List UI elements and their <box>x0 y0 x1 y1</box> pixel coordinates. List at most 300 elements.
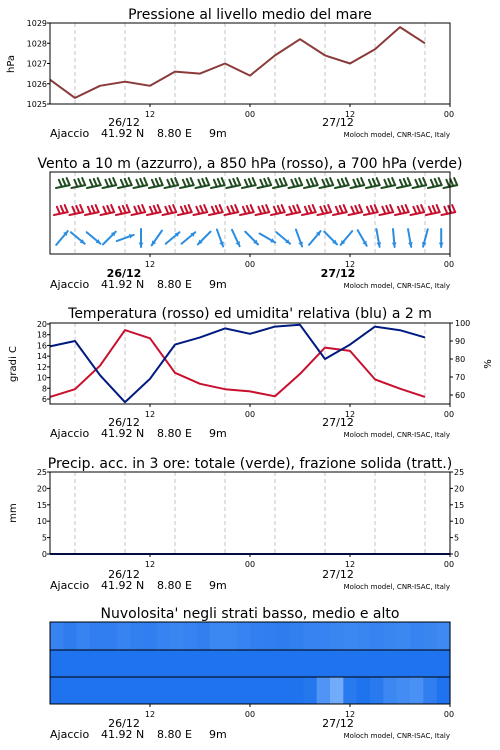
humidity-y-ticks <box>450 319 470 400</box>
barb-flag <box>262 206 265 213</box>
barb-flag <box>138 206 141 213</box>
x-tick-label: 00 <box>244 260 256 269</box>
wind-850-barb <box>240 205 254 215</box>
cloud-cell <box>223 650 237 677</box>
y-tick-label: 15 <box>36 500 47 510</box>
barb-flag <box>212 207 215 214</box>
wind-700-barb <box>118 178 132 188</box>
cloud-cell <box>117 677 131 704</box>
station-lon: 8.80 E <box>157 127 192 140</box>
barb-flag <box>235 205 238 212</box>
cloud-cell <box>237 650 251 677</box>
y-tick-label: 25 <box>36 468 47 477</box>
barb-flag <box>392 178 395 185</box>
barb-flag <box>367 207 370 214</box>
pressure-y-ticks <box>27 19 50 109</box>
cloud-cell <box>250 677 264 704</box>
temperature-panel <box>8 306 494 440</box>
wind-10m-arrow <box>324 232 337 245</box>
model-credit: Moloch model, CNR-ISAC, Italy <box>343 732 450 740</box>
barb-flag <box>282 205 285 212</box>
barb-flag <box>134 207 137 214</box>
cloud-cell <box>263 650 277 677</box>
barb-flag <box>140 179 143 186</box>
barb-flag <box>158 205 161 212</box>
wind-10m-arrow <box>139 229 144 247</box>
barb-flag <box>402 206 405 213</box>
barb-flag <box>187 179 190 186</box>
y-tick-label: 10 <box>454 517 465 527</box>
cloud-cell <box>143 622 157 650</box>
barb-flag <box>160 178 163 185</box>
cloud-cell <box>77 650 91 677</box>
station-elev: 9m <box>209 579 227 592</box>
date-label-2: 27/12 <box>322 116 354 129</box>
station-elev: 9m <box>209 427 227 440</box>
barb-flag <box>63 179 66 186</box>
barb-flag <box>103 207 106 214</box>
wind-850-barb <box>85 205 99 215</box>
date-label-2: 27/12 <box>320 267 356 280</box>
cloud-title: Nuvolosita' negli strati basso, medio e alto <box>100 606 400 622</box>
pressure-x-ticks <box>145 104 454 119</box>
date-label-1: 26/12 <box>108 568 140 581</box>
cloud-cell <box>303 677 317 704</box>
temperature-line <box>50 330 425 397</box>
precip-footer <box>50 568 450 592</box>
barb-flag <box>295 179 298 186</box>
barb-flag <box>171 179 174 186</box>
cloud-cell <box>237 622 251 650</box>
barb-flag <box>154 206 157 213</box>
barb-flag <box>175 178 178 185</box>
station-name: Ajaccio <box>50 427 90 440</box>
barb-flag <box>437 205 440 212</box>
y-tick-label: 15 <box>454 500 465 510</box>
barb-flag <box>400 180 403 187</box>
cloud-cell <box>63 650 77 677</box>
precip-grid <box>75 472 425 554</box>
cloud-cell <box>357 650 371 677</box>
cloud-cell <box>90 650 104 677</box>
y-tick-label: 5 <box>41 533 47 543</box>
station-elev: 9m <box>209 278 227 291</box>
barb-flag <box>167 180 170 187</box>
y-tick-label: 18 <box>36 330 47 340</box>
wind-850-barb <box>163 205 177 215</box>
barb-flag <box>336 207 339 214</box>
wind-700-barbs <box>56 178 457 188</box>
cloud-cell <box>143 677 157 704</box>
barb-flag <box>76 206 79 213</box>
barb-flag <box>196 207 199 214</box>
wind-x-ticks <box>145 254 454 269</box>
wind-10m-arrow <box>296 230 303 247</box>
wind-700-barb <box>196 178 210 188</box>
wind-850-barb <box>333 205 347 215</box>
cloud-cell <box>223 622 237 650</box>
y-tick-label: 20 <box>36 320 47 329</box>
barb-flag <box>344 205 347 212</box>
wind-850-barb <box>101 205 115 215</box>
station-name: Ajaccio <box>50 127 90 140</box>
cloud-cell <box>277 677 291 704</box>
barb-flag <box>129 178 132 185</box>
y-tick-label: 0 <box>41 550 47 559</box>
cloud-cell <box>77 677 91 704</box>
wind-700-barb <box>382 178 396 188</box>
cloud-cell <box>383 622 397 650</box>
barb-flag <box>202 179 205 186</box>
wind-700-barb <box>351 178 365 188</box>
barb-flag <box>357 179 360 186</box>
wind-700-barb <box>289 178 303 188</box>
cloud-cell <box>303 650 317 677</box>
x-tick-label: 12 <box>344 260 356 269</box>
barb-flag <box>278 206 281 213</box>
cloud-cell <box>303 622 317 650</box>
x-tick-label: 12 <box>344 710 356 719</box>
barb-flag <box>276 180 279 187</box>
cloud-cell <box>383 677 397 704</box>
cloud-cell <box>423 650 437 677</box>
station-lon: 8.80 E <box>157 579 192 592</box>
y-tick-label: 5 <box>454 533 460 543</box>
precip-x-ticks <box>145 554 454 569</box>
wind-700-barb <box>258 178 272 188</box>
barb-flag <box>260 180 263 187</box>
barb-flag <box>65 205 68 212</box>
cloud-cell <box>290 650 304 677</box>
barb-flag <box>233 179 236 186</box>
barb-flag <box>227 207 230 214</box>
wind-700-barb <box>56 178 70 188</box>
wind-850-barb <box>271 205 285 215</box>
cloud-cell <box>237 677 251 704</box>
cloud-cell <box>410 650 424 677</box>
cloud-cell <box>437 622 451 650</box>
barb-flag <box>390 205 393 212</box>
barb-flag <box>125 179 128 186</box>
barb-flag <box>220 205 223 212</box>
barb-flag <box>74 180 77 187</box>
y-tick-label: 25 <box>454 468 465 477</box>
cloud-cell <box>330 677 344 704</box>
wind-10m-arrow <box>358 230 367 246</box>
date-label-2: 27/12 <box>322 568 354 581</box>
barb-flag <box>330 178 333 185</box>
barb-flag <box>274 207 277 214</box>
barb-flag <box>328 205 331 212</box>
y-tick-label: 1025 <box>26 100 47 109</box>
barb-flag <box>264 179 267 186</box>
cloud-cell <box>210 650 224 677</box>
cloud-cell <box>317 677 331 704</box>
barb-flag <box>435 179 438 186</box>
barb-flag <box>361 178 364 185</box>
station-lat: 41.92 N <box>101 127 145 140</box>
barb-flag <box>280 179 283 186</box>
barb-flag <box>375 205 378 212</box>
barb-flag <box>249 179 252 186</box>
barb-flag <box>293 206 296 213</box>
cloud-x-ticks <box>145 704 454 719</box>
barb-flag <box>150 207 153 214</box>
barb-flag <box>189 205 192 212</box>
barb-flag <box>156 179 159 186</box>
wind-10m-arrows <box>56 229 443 247</box>
barb-flag <box>144 178 147 185</box>
cloud-cell <box>50 650 64 677</box>
barb-flag <box>181 207 184 214</box>
barb-flag <box>342 179 345 186</box>
cloud-cell <box>370 677 384 704</box>
barb-flag <box>229 180 232 187</box>
barb-flag <box>371 206 374 213</box>
arrow-head <box>139 243 144 247</box>
model-credit: Moloch model, CNR-ISAC, Italy <box>343 431 450 439</box>
barb-flag <box>92 206 95 213</box>
cloud-cell <box>290 677 304 704</box>
wind-panel <box>37 156 462 291</box>
y-tick-label: 1026 <box>26 79 47 89</box>
model-credit: Moloch model, CNR-ISAC, Italy <box>343 583 450 591</box>
cloud-cell <box>130 622 144 650</box>
wind-10m-arrow <box>56 231 68 245</box>
wind-850-barb <box>349 205 363 215</box>
barb-flag <box>324 206 327 213</box>
wind-700-barb <box>180 178 194 188</box>
cloud-cell <box>103 677 117 704</box>
cloud-cell <box>170 677 184 704</box>
wind-700-barb <box>227 178 241 188</box>
barb-flag <box>191 178 194 185</box>
cloud-cell <box>383 650 397 677</box>
barb-flag <box>136 180 139 187</box>
x-tick-label: 12 <box>344 560 356 569</box>
wind-10m-arrow <box>276 232 290 244</box>
cloud-cell <box>130 650 144 677</box>
wind-10m-arrow <box>439 229 444 247</box>
barb-flag <box>388 179 391 186</box>
wind-10m-arrow <box>245 232 258 245</box>
barb-flag <box>439 178 442 185</box>
wind-700-barb <box>242 178 256 188</box>
wind-850-barbs <box>54 205 455 215</box>
y-tick-label: 1028 <box>26 39 47 49</box>
barb-flag <box>119 207 122 214</box>
barb-flag <box>206 178 209 185</box>
y-tick-label: 16 <box>36 341 47 351</box>
station-lat: 41.92 N <box>101 579 145 592</box>
date-label-1: 26/12 <box>108 116 140 129</box>
barb-flag <box>169 206 172 213</box>
wind-10m-arrow <box>166 232 180 244</box>
cloud-cell <box>397 650 411 677</box>
station-name: Ajaccio <box>50 728 90 741</box>
barb-flag <box>200 206 203 213</box>
cloud-cell <box>210 677 224 704</box>
cloud-cell <box>370 622 384 650</box>
barb-flag <box>386 206 389 213</box>
wind-10m-arrow <box>152 231 162 246</box>
barb-flag <box>355 206 358 213</box>
y-tick-label: 14 <box>36 352 47 362</box>
cloud-cell <box>170 650 184 677</box>
cloud-cell <box>343 622 357 650</box>
wind-700-barb <box>366 178 380 188</box>
wind-10m-arrow <box>217 230 224 247</box>
barb-flag <box>305 207 308 214</box>
x-tick-label: 12 <box>344 110 356 119</box>
wind-10m-arrow <box>376 229 381 247</box>
barb-flag <box>173 205 176 212</box>
cloud-cell <box>423 677 437 704</box>
cloud-heatmap <box>50 622 451 704</box>
pressure-ylabel: hPa <box>6 54 17 74</box>
y-tick-label: 90 <box>455 337 466 346</box>
x-tick-label: 12 <box>144 260 156 269</box>
pressure-title: Pressione al livello medio del mare <box>128 7 372 23</box>
model-credit: Moloch model, CNR-ISAC, Italy <box>343 282 450 290</box>
barb-flag <box>311 179 314 186</box>
x-tick-label: 12 <box>144 710 156 719</box>
cloud-cell <box>250 622 264 650</box>
barb-flag <box>417 206 420 213</box>
pressure-grid <box>75 23 425 104</box>
cloud-cell <box>183 650 197 677</box>
y-tick-label: 1029 <box>26 19 47 28</box>
wind-10m-arrow <box>87 232 101 244</box>
cloud-cell <box>90 622 104 650</box>
cloud-cell <box>330 650 344 677</box>
pressure-panel <box>6 7 454 140</box>
cloud-cell <box>50 677 64 704</box>
y-tick-label: 10 <box>36 517 47 527</box>
barb-flag <box>406 205 409 212</box>
barb-flag <box>423 178 426 185</box>
barb-flag <box>198 180 201 187</box>
wind-850-barb <box>318 205 332 215</box>
cloud-cell <box>370 650 384 677</box>
cloud-cell <box>117 622 131 650</box>
barb-flag <box>258 207 261 214</box>
wind-footer <box>50 267 450 291</box>
barb-flag <box>96 205 99 212</box>
temperature-footer <box>50 416 450 440</box>
y-tick-label: 20 <box>36 484 47 494</box>
barb-flag <box>444 207 447 214</box>
cloud-cell <box>410 622 424 650</box>
x-tick-label: 00 <box>443 110 455 119</box>
barb-flag <box>351 207 354 214</box>
y-tick-label: 60 <box>455 391 466 400</box>
date-label-1: 26/12 <box>108 717 140 730</box>
barb-flag <box>204 205 207 212</box>
barb-flag <box>237 178 240 185</box>
cloud-cell <box>423 622 437 650</box>
date-label-2: 27/12 <box>322 717 354 730</box>
cloud-cell <box>437 650 451 677</box>
x-tick-label: 12 <box>144 110 156 119</box>
cloud-cell <box>197 650 211 677</box>
cloud-cell <box>317 622 331 650</box>
station-name: Ajaccio <box>50 278 90 291</box>
pressure-footer <box>50 116 450 140</box>
cloud-footer <box>50 717 450 741</box>
wind-700-barb <box>134 178 148 188</box>
cloud-cell <box>90 677 104 704</box>
cloud-cell <box>183 622 197 650</box>
x-tick-label: 00 <box>443 260 455 269</box>
station-elev: 9m <box>209 127 227 140</box>
wind-850-barb <box>411 205 425 215</box>
cloud-cell <box>63 677 77 704</box>
wind-850-barb <box>70 205 84 215</box>
barb-flag <box>359 205 362 212</box>
barb-flag <box>297 205 300 212</box>
barb-flag <box>90 180 93 187</box>
wind-10m-arrow <box>182 232 196 244</box>
barb-flag <box>67 178 70 185</box>
cloud-cell <box>263 677 277 704</box>
barb-flag <box>222 178 225 185</box>
barb-flag <box>353 180 356 187</box>
x-tick-label: 12 <box>144 410 156 419</box>
temperature-ylabel: gradi C <box>8 346 19 382</box>
cloud-cell <box>130 677 144 704</box>
wind-700-barb <box>320 178 334 188</box>
barb-flag <box>299 178 302 185</box>
cloud-cell <box>317 650 331 677</box>
x-tick-label: 00 <box>244 110 256 119</box>
cloud-cell <box>50 622 64 650</box>
barb-flag <box>284 178 287 185</box>
wind-10m-arrow <box>71 232 85 244</box>
arrow-head <box>439 243 444 247</box>
cloud-cell <box>397 622 411 650</box>
wind-10m-arrow <box>198 232 211 245</box>
barb-flag <box>183 180 186 187</box>
barb-flag <box>251 205 254 212</box>
cloud-cell <box>117 650 131 677</box>
cloud-cell <box>397 677 411 704</box>
barb-flag <box>111 205 114 212</box>
wind-700-barb <box>304 178 318 188</box>
barb-flag <box>243 207 246 214</box>
precip-frame <box>50 472 450 554</box>
barb-flag <box>431 180 434 187</box>
barb-flag <box>450 179 453 186</box>
barb-flag <box>218 179 221 186</box>
cloud-cell <box>63 622 77 650</box>
barb-flag <box>142 205 145 212</box>
precip-title: Precip. acc. in 3 ore: totale (verde), frazione solida (tratt.) <box>47 456 453 472</box>
y-tick-label: 10 <box>36 373 47 383</box>
wind-10m-arrow <box>392 229 397 247</box>
precip-ylabel: mm <box>8 503 19 523</box>
barb-flag <box>307 180 310 187</box>
y-tick-label: 100 <box>455 319 471 328</box>
wind-850-barb <box>225 205 239 215</box>
station-lon: 8.80 E <box>157 278 192 291</box>
date-label-1: 26/12 <box>108 416 140 429</box>
wind-10m-arrow <box>341 231 353 245</box>
wind-title: Vento a 10 m (azzurro), a 850 hPa (rosso), a 700 hPa (verde) <box>37 156 463 172</box>
cloud-cell <box>77 622 91 650</box>
date-label-2: 27/12 <box>322 416 354 429</box>
barb-flag <box>433 206 436 213</box>
